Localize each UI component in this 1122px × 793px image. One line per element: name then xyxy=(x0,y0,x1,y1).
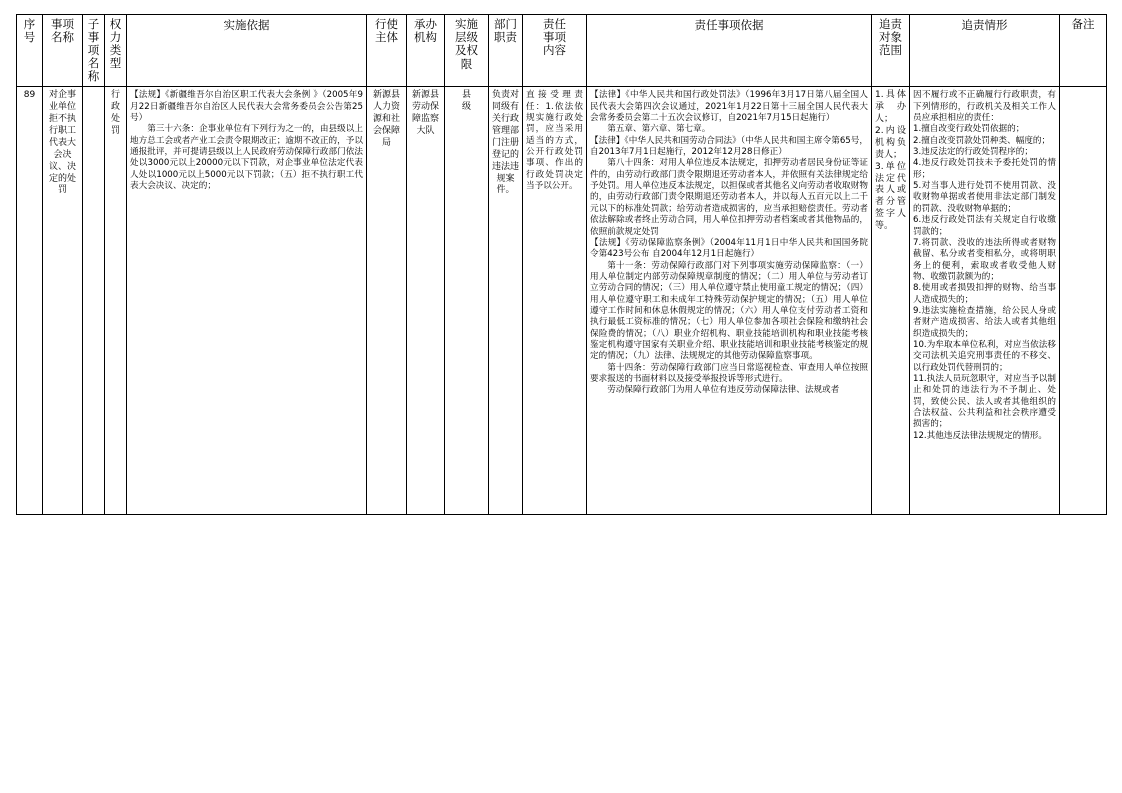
cell-accountability-situation-line-5: 4.违反行政处罚技未予委托处罚的情形； xyxy=(913,158,1056,180)
cell-accountability-target-line-2: 2.内设机构负责人； xyxy=(875,126,906,160)
header-subject xyxy=(367,15,407,87)
header-duty xyxy=(489,15,523,87)
cell-responsibility-content xyxy=(523,87,587,515)
cell-responsibility-basis-line-4: 第八十四条：对用人单位违反本法规定，扣押劳动者居民身份证等证件的，由劳动行政部门责令限期退还劳动者本人，并依照有关法律规定给予处罚。用人单位违反本法规定，以担保或者其他名义向劳动者收取财物的，由劳动行政部门责令限期退还劳动者本人，并以每人五百元以上二千元以下的标准处罚款；给劳动者造成损害的，应当承担赔偿责任。劳动者依法解除或者终止劳动合同，用人单位扣押劳动者档案或者其他物品的，依照前款规定处罚 xyxy=(590,158,868,237)
cell-subject: 新源县人力资源和社会保障局 xyxy=(367,87,407,515)
cell-basis-line-1: 【法规】《新疆维吾尔自治区职工代表大会条例 》（2005年9月22日新疆维吾尔自治区人民代表大会常务委员会公告第25号） xyxy=(130,90,363,124)
cell-accountability-target-line-3: 3.单位法定代表人或者分管签字人等。 xyxy=(875,161,906,231)
header-seq xyxy=(17,15,43,87)
header-basis xyxy=(127,15,367,87)
header-level-authority xyxy=(445,15,489,87)
cell-responsibility-basis-line-7: 第十四条：劳动保障行政部门应当日常巡视检查、审查用人单位按照要求报送的书面材料以及接受举报投诉等形式进行。 xyxy=(590,362,868,384)
header-sub-item-name xyxy=(83,15,105,87)
table-header xyxy=(17,15,1107,87)
header-remark xyxy=(1060,15,1107,87)
cell-level-authority xyxy=(445,87,489,515)
cell-accountability-target-line-1: 1.具体承办人； xyxy=(875,90,906,125)
power-list-table xyxy=(16,14,1107,515)
cell-accountability-situation-line-7: 6.违反行政处罚法有关规定自行收缴罚款的； xyxy=(913,215,1056,237)
header-responsibility-content xyxy=(523,15,587,87)
cell-responsibility-basis xyxy=(587,87,872,515)
header-accountability-target-label: 追责对象范围 xyxy=(879,17,902,58)
cell-accountability-situation xyxy=(910,87,1060,515)
cell-accountability-situation-line-12: 11.执法人员玩忽职守，对应当予以制止和处罚的违法行为不予制止、处罚，致使公民、法人或者其他组织的合法权益、公共利益和社会秩序遭受损害的； xyxy=(913,373,1056,430)
cell-level-authority-text: 县级 xyxy=(462,90,472,113)
cell-item-name: 对企事业单位拒不执行职工代表大会决议、决定的处罚 xyxy=(43,87,83,515)
cell-responsibility-basis-line-6: 第十一条：劳动保障行政部门对下列事项实施劳动保障监察：（一）用人单位制定内部劳动保障规章制度的情况；（二）用人单位与劳动者订立劳动合同的情况；（三）用人单位遵守禁止使用童工规定的情况；（四）用人单位遵守职工和未成年工特殊劳动保护规定的情况；（五）用人单位遵守工作时间和休息休假规定的情况；（六）用人单位支付劳动者工资和执行最低工资标准的情况；（七）用人单位参加各项社会保险和缴纳社会保险费的情况；（八）职业介绍机构、职业技能培训机构和职业技能考核鉴定机构遵守国家有关职业介绍、职业技能培训和职业技能考核鉴定的规定的情况；（九）法律、法规规定的其他劳动保障监察事项。 xyxy=(590,260,868,362)
cell-basis-line-2: 第三十六条：企事业单位有下列行为之一的，由县级以上地方总工会或者产业工会责令限期改正；逾期不改正的，予以通报批评，并可提请县级以上人民政府劳动保障行政部门依法处以3000元以上20000元以下罚款，对企事业单位法定代表人处以1000元以上5000元以下罚款；（五）拒不执行职工代表大会决议、决定的； xyxy=(130,124,363,192)
header-org xyxy=(407,15,445,87)
header-level-authority-label: 实施层级及权限 xyxy=(455,17,478,71)
header-responsibility-basis xyxy=(587,15,872,87)
header-item-name-label: 事项名称 xyxy=(51,17,74,45)
cell-responsibility-content-text: 直接受理责任：1.依法依规实施行政处罚，应当采用适当的方式，公开行政处罚事项、作出的行政处罚决定当予以公开。 xyxy=(526,90,583,192)
cell-accountability-situation-line-4: 3.违反法定的行政处罚程序的； xyxy=(913,147,1033,158)
cell-org: 新源县劳动保障监察大队 xyxy=(407,87,445,515)
cell-accountability-situation-line-6: 5.对当事人进行处罚不使用罚款、没收财物单据或者使用非法定部门制发的罚款、没收财物单据的； xyxy=(913,181,1056,214)
header-remark-label: 备注 xyxy=(1071,17,1095,31)
cell-responsibility-basis-line-1: 【法律】《中华人民共和国行政处罚法》（1996年3月17日第八届全国人民代表大会第四次会议通过，2021年1月22日第十三届全国人民代表大会常务委员会第二十五次会议修订，自2021年7月15日起施行） xyxy=(590,90,868,124)
cell-accountability-situation-line-3: 2.擅自改变罚款处罚种类、幅度的； xyxy=(913,135,1051,146)
header-responsibility-content-label: 责任事项内容 xyxy=(543,17,566,58)
cell-remark xyxy=(1060,87,1107,515)
header-responsibility-basis-label: 责任事项依据 xyxy=(694,18,764,32)
cell-duty: 负责对同级有关行政管理部门注册登记的违法违规案件。 xyxy=(489,87,523,515)
cell-power-type xyxy=(105,87,127,515)
cell-accountability-situation-line-2: 1.擅自改变行政处罚依据的； xyxy=(913,124,1025,135)
cell-power-type-text: 行政处罚 xyxy=(111,90,121,136)
cell-responsibility-basis-line-5: 【法规】《劳动保障监察条例》（2004年11月1日中华人民共和国国务院令第423号公布 自2004年12月1日起施行） xyxy=(590,237,868,260)
cell-accountability-situation-line-1: 因不履行或不正确履行行政职责，有下列情形的，行政机关及相关工作人员应承担相应的责任： xyxy=(913,90,1056,124)
header-power-type xyxy=(105,15,127,87)
header-seq-label: 序号 xyxy=(23,17,36,44)
header-subject-label: 行使主体 xyxy=(375,17,398,45)
cell-accountability-situation-line-10: 9.违法实施检查措施，给公民人身或者财产造成损害、给法人或者其他组织造成损失的； xyxy=(913,305,1056,339)
header-accountability-situation-label: 追责情形 xyxy=(961,18,1008,32)
cell-accountability-situation-line-8: 7.将罚款、没收的违法所得或者财物截留、私分或者变相私分，或将明职务上的便利，索取或者收受他人财物、收缴罚款额为的； xyxy=(913,237,1056,282)
header-power-type-label: 权力类型 xyxy=(109,17,122,70)
cell-seq: 89 xyxy=(17,87,43,515)
cell-responsibility-basis-line-2: 第五章、第六章、第七章。 xyxy=(607,124,711,135)
table-body xyxy=(17,87,1107,515)
header-org-label: 承办机构 xyxy=(414,17,437,45)
cell-responsibility-basis-line-3: 【法律】《中华人民共和国劳动合同法》（中华人民共和国主席令第65号，自2013年7月1日起施行，2012年12月28日修正） xyxy=(590,135,868,158)
header-row xyxy=(17,15,1107,87)
header-duty-label: 部门职责 xyxy=(494,17,517,45)
header-accountability-target xyxy=(872,15,910,87)
cell-accountability-situation-line-13: 12.其他违反法律法规规定的情形。 xyxy=(913,430,1047,441)
cell-accountability-target xyxy=(872,87,910,515)
table-row xyxy=(17,87,1107,515)
cell-sub-item-name xyxy=(83,87,105,515)
cell-basis xyxy=(127,87,367,515)
cell-accountability-situation-line-11: 10.为牟取本单位私利，对应当依法移交司法机关追究刑事责任的不移交、以行政处罚代替刑罚的； xyxy=(913,339,1056,373)
cell-responsibility-basis-line-8: 劳动保障行政部门为用人单位有违反劳动保障法律、法规或者 xyxy=(607,385,840,396)
header-item-name xyxy=(43,15,83,87)
header-sub-item-name-label: 子事项名称 xyxy=(87,17,100,83)
cell-accountability-situation-line-9: 8.使用或者损毁扣押的财物、给当事人造成损失的； xyxy=(913,283,1056,305)
header-basis-label: 实施依据 xyxy=(223,18,270,32)
header-accountability-situation xyxy=(910,15,1060,87)
